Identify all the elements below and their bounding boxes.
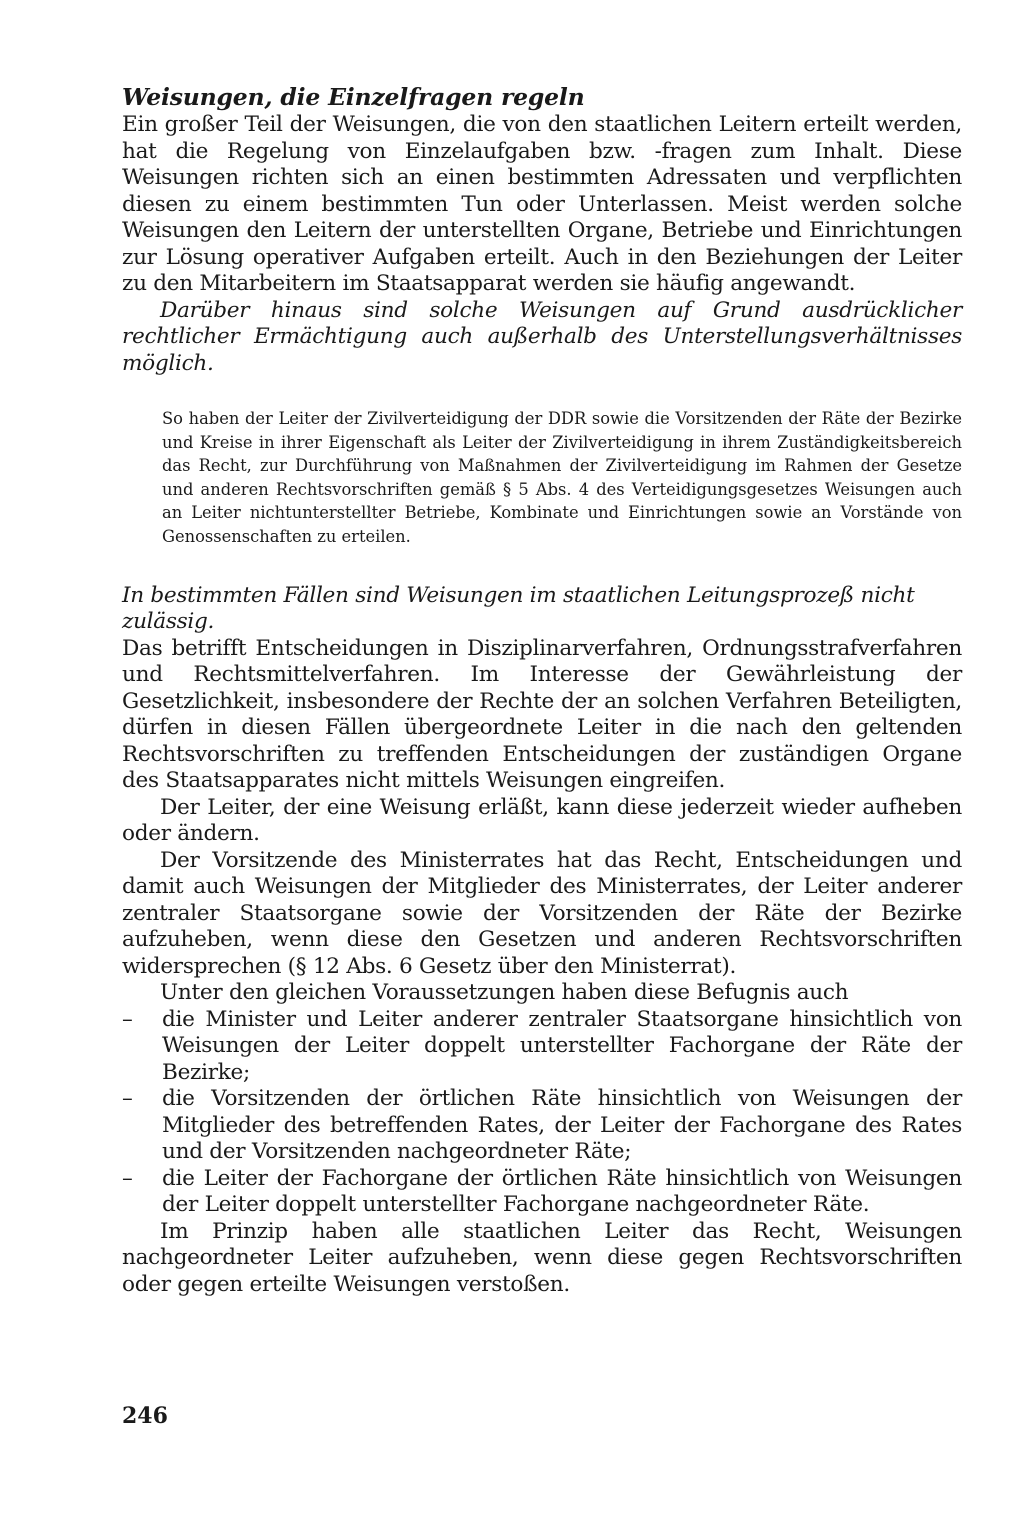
example-note: So haben der Leiter der Zivilverteidigung der DDR sowie die Vorsitzenden der Räte der Bezirke und Kreise in ihrer Eigenschaft als Leiter der Zivilverteidigung in ihrem Zuständigkeitsbereich das Recht, zur Durchführung von Maßnahmen der Zivilverteidigung im Rahmen der Gesetze und anderen Rechtsvorschriften gemäß § 5 Abs. 4 des Verteidigungsgesetzes Weisungen auch an Leiter nichtunterstellter Betriebe, Kombinate und Einrichtungen sowie an Vorstände von Genossenschaften zu erteilen.: [162, 409, 962, 546]
list-item: [122, 1086, 962, 1166]
paragraph-intro: Ein großer Teil der Weisungen, die von den staatlichen Leitern erteilt werden, hat die Regelung von Einzelaufgaben bzw. -fragen zum Inhalt. Diese Weisungen richten sich an einen bestimmten Adressaten und verpflichten diesen zu einem bestimmten Tun oder Unterlassen. Meist werden solche Weisungen den Leitern der unterstellten Organe, Betriebe und Einrichtungen zur Lösung operativer Aufgaben erteilt. Auch in den Beziehungen der Leiter zu den Mitarbeitern im Staatsapparat werden sie häufig angewandt.: [122, 112, 962, 296]
list-marker: –: [122, 1086, 133, 1112]
list-item: [122, 1166, 962, 1219]
list-item: [122, 1007, 962, 1087]
paragraph-restriction: Das betrifft Entscheidungen in Disziplinarverfahren, Ordnungsstrafverfahren und Rechtsmittelverfahren. Im Interesse der Gewährleistung der Gesetzlichkeit, insbesondere der Rechte der an solchen Verfahren Beteiligten, dürfen in diesen Fällen übergeordnete Leiter in die nach den geltenden Rechtsvorschriften zu treffenden Entscheidungen der zuständigen Organe des Staatsapparates nicht mittels Weisungen eingreifen.: [122, 635, 962, 794]
section-heading: Weisungen, die Einzelfragen regeln: [122, 83, 585, 111]
paragraph-restriction-heading: In bestimmten Fällen sind Weisungen im staatlichen Leitungsprozeß nicht zulässig.: [122, 582, 915, 635]
list-marker: –: [122, 1006, 133, 1032]
page-number: 246: [122, 1403, 168, 1429]
paragraph-principle: Im Prinzip haben alle staatlichen Leiter das Recht, Weisungen nachgeordneter Leiter aufzuheben, wenn diese gegen Rechtsvorschriften oder gegen erteilte Weisungen verstoßen.: [122, 1218, 962, 1297]
page-content: [122, 82, 962, 1298]
list-marker: –: [122, 1165, 133, 1191]
paragraph-revoke: Der Leiter, der eine Weisung erläßt, kann diese jederzeit wieder aufheben oder ändern.: [122, 794, 962, 847]
paragraph-list-intro: Unter den gleichen Voraussetzungen haben diese Befugnis auch: [160, 980, 849, 1006]
authority-list: [122, 1007, 962, 1219]
paragraph-ministerrat: Der Vorsitzende des Ministerrates hat das Recht, Entscheidungen und damit auch Weisungen der Mitglieder des Ministerrates, der Leiter anderer zentraler Staatsorgane sowie der Vorsitzenden der Räte der Bezirke aufzuheben, wenn diese den Gesetzen und anderen Rechtsvorschriften widersprechen (§ 12 Abs. 6 Gesetz über den Ministerrat).: [122, 847, 962, 979]
list-item-text: die Leiter der Fachorgane der örtlichen Räte hinsichtlich von Weisungen der Leiter doppelt unterstellter Fachorgane nachgeordneter Räte.: [162, 1165, 962, 1218]
list-item-text: die Minister und Leiter anderer zentraler Staatsorgane hinsichtlich von Weisungen der Leiter doppelt unterstellter Fachorgane der Räte der Bezirke;: [162, 1006, 962, 1085]
paragraph-emphasis: Darüber hinaus sind solche Weisungen auf Grund ausdrücklicher rechtlicher Ermächtigung auch außerhalb des Unterstellungsverhältnisses möglich.: [122, 297, 962, 376]
list-item-text: die Vorsitzenden der örtlichen Räte hinsichtlich von Weisungen der Mitglieder des betreffenden Rates, der Leiter der Fachorgane des Rates und der Vorsitzenden nachgeordneter Räte;: [162, 1086, 962, 1165]
